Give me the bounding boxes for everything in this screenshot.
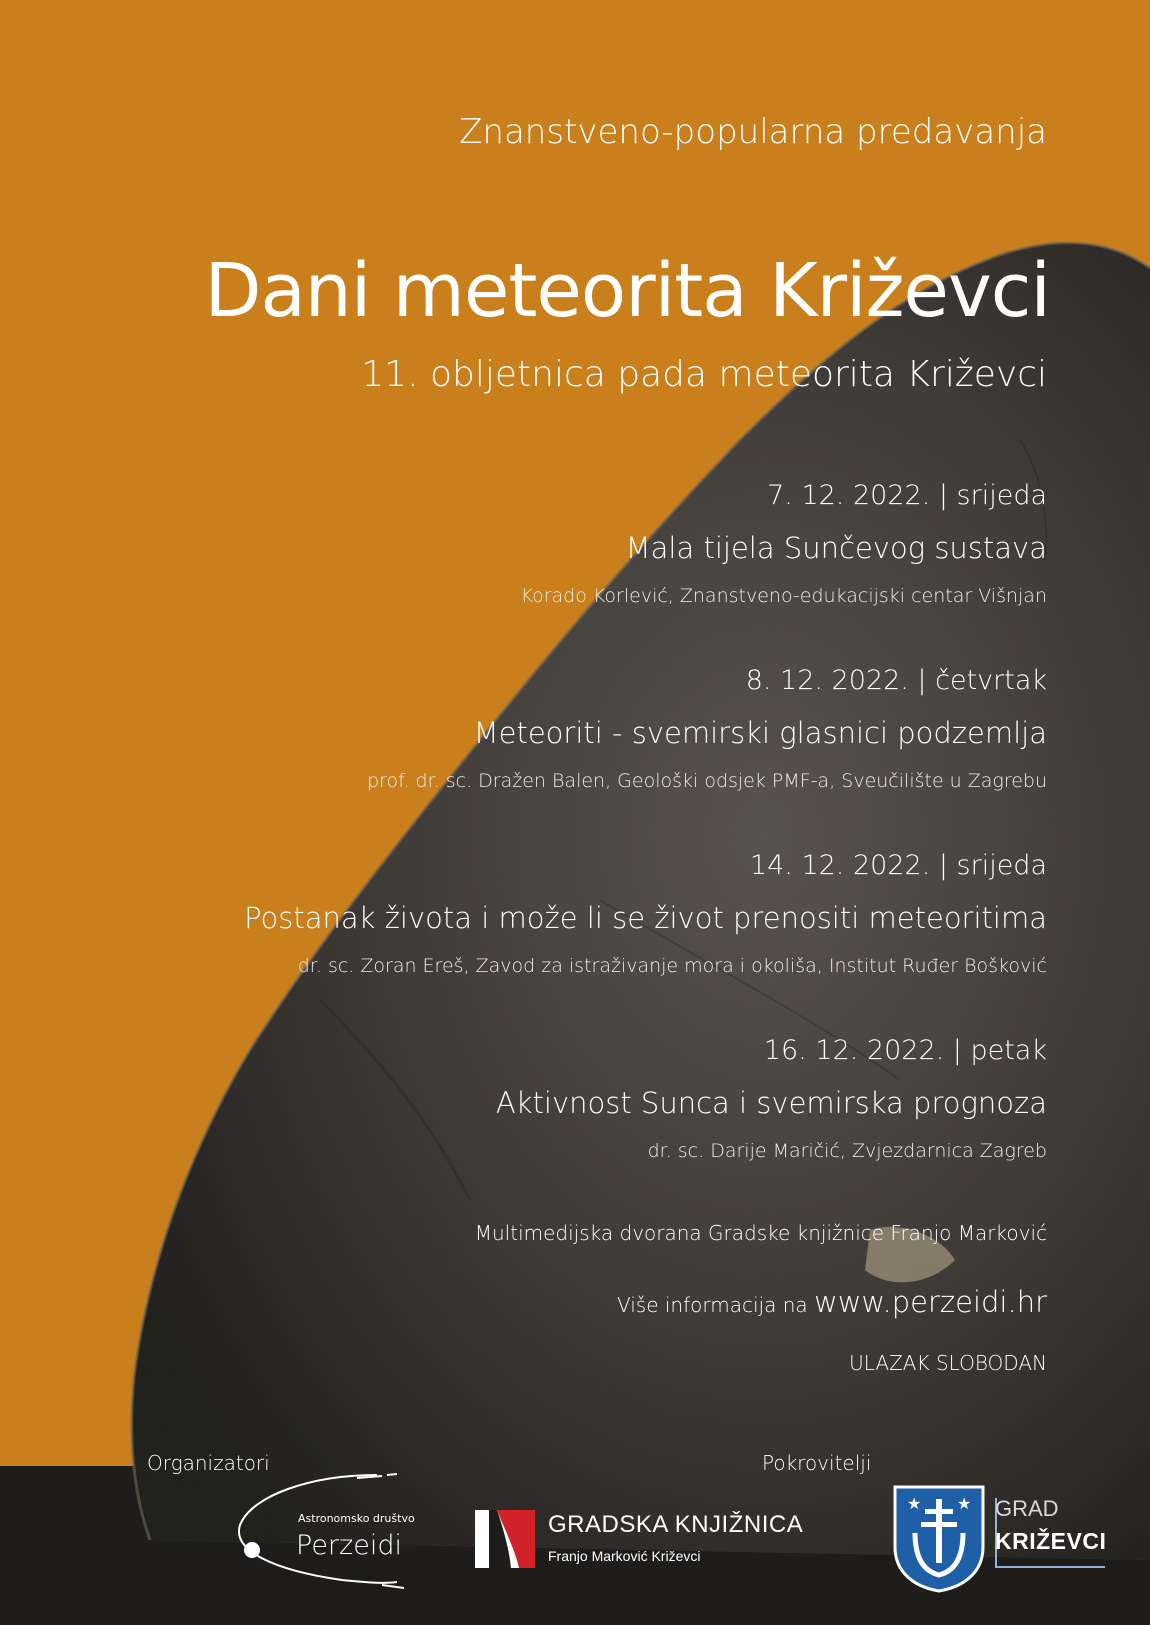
perzeidi-line2: Perzeidi: [296, 1530, 402, 1561]
event-talk-4: Aktivnost Sunca i svemirska prognoza: [495, 1086, 1047, 1120]
sponsors-label: Pokrovitelji: [762, 1451, 872, 1475]
perzeidi-logo: [232, 1470, 422, 1590]
event-talk-1: Mala tijela Sunčevog sustava: [625, 531, 1047, 565]
city-line1: GRAD: [995, 1496, 1059, 1521]
event-speaker-1: Korado Korlević, Znanstveno-edukacijski centar Višnjan: [520, 585, 1047, 607]
city-underline: [995, 1566, 1105, 1568]
library-line2: Franjo Marković Križevci: [548, 1548, 701, 1564]
more-info: [617, 1285, 1047, 1319]
event-title: Dani meteorita Križevci: [204, 248, 1050, 334]
event-speaker-2: prof. dr. sc. Dražen Balen, Geološki odsjek PMF-a, Sveučilište u Zagrebu: [367, 770, 1047, 792]
event-talk-2: Meteoriti - svemirski glasnici podzemlja: [473, 716, 1047, 750]
event-date-1: 7. 12. 2022. | srijeda: [767, 480, 1047, 511]
star-icon: ★: [957, 1494, 972, 1513]
library-line1: GRADSKA KNJIŽNICA: [548, 1511, 804, 1538]
star-icon: ★: [907, 1494, 922, 1513]
event-date-2: 8. 12. 2022. | četvrtak: [745, 665, 1047, 696]
event-talk-3: Postanak života i može li se život prenositi meteoritima: [244, 901, 1047, 935]
free-entry: ULAZAK SLOBODAN: [849, 1351, 1047, 1375]
city-coat-of-arms: [893, 1485, 985, 1593]
event-date-4: 16. 12. 2022. | petak: [763, 1035, 1047, 1066]
library-logo-mark: [475, 1510, 535, 1568]
event-speaker-3: dr. sc. Zoran Ereš, Zavod za istraživanje mora i okoliša, Institut Ruđer Bošković: [297, 955, 1047, 977]
event-date-3: 14. 12. 2022. | srijeda: [749, 850, 1047, 881]
event-subtitle: 11. obljetnica pada meteorita Križevci: [361, 354, 1047, 395]
city-line2: KRIŽEVCI: [995, 1528, 1107, 1554]
more-info-prefix: Više informacija na: [616, 1293, 808, 1317]
event-speaker-4: dr. sc. Darije Maričić, Zvjezdarnica Zagreb: [647, 1140, 1047, 1162]
venue: Multimedijska dvorana Gradske knjižnice Franjo Marković: [474, 1221, 1047, 1245]
perzeidi-line1: Astronomsko društvo: [298, 1512, 415, 1525]
organizers-label: Organizatori: [147, 1451, 270, 1475]
globe-icon: [244, 1542, 260, 1558]
series-kicker: Znanstveno-popularna predavanja: [459, 112, 1047, 152]
website-link[interactable]: www.perzeidi.hr: [814, 1285, 1047, 1319]
